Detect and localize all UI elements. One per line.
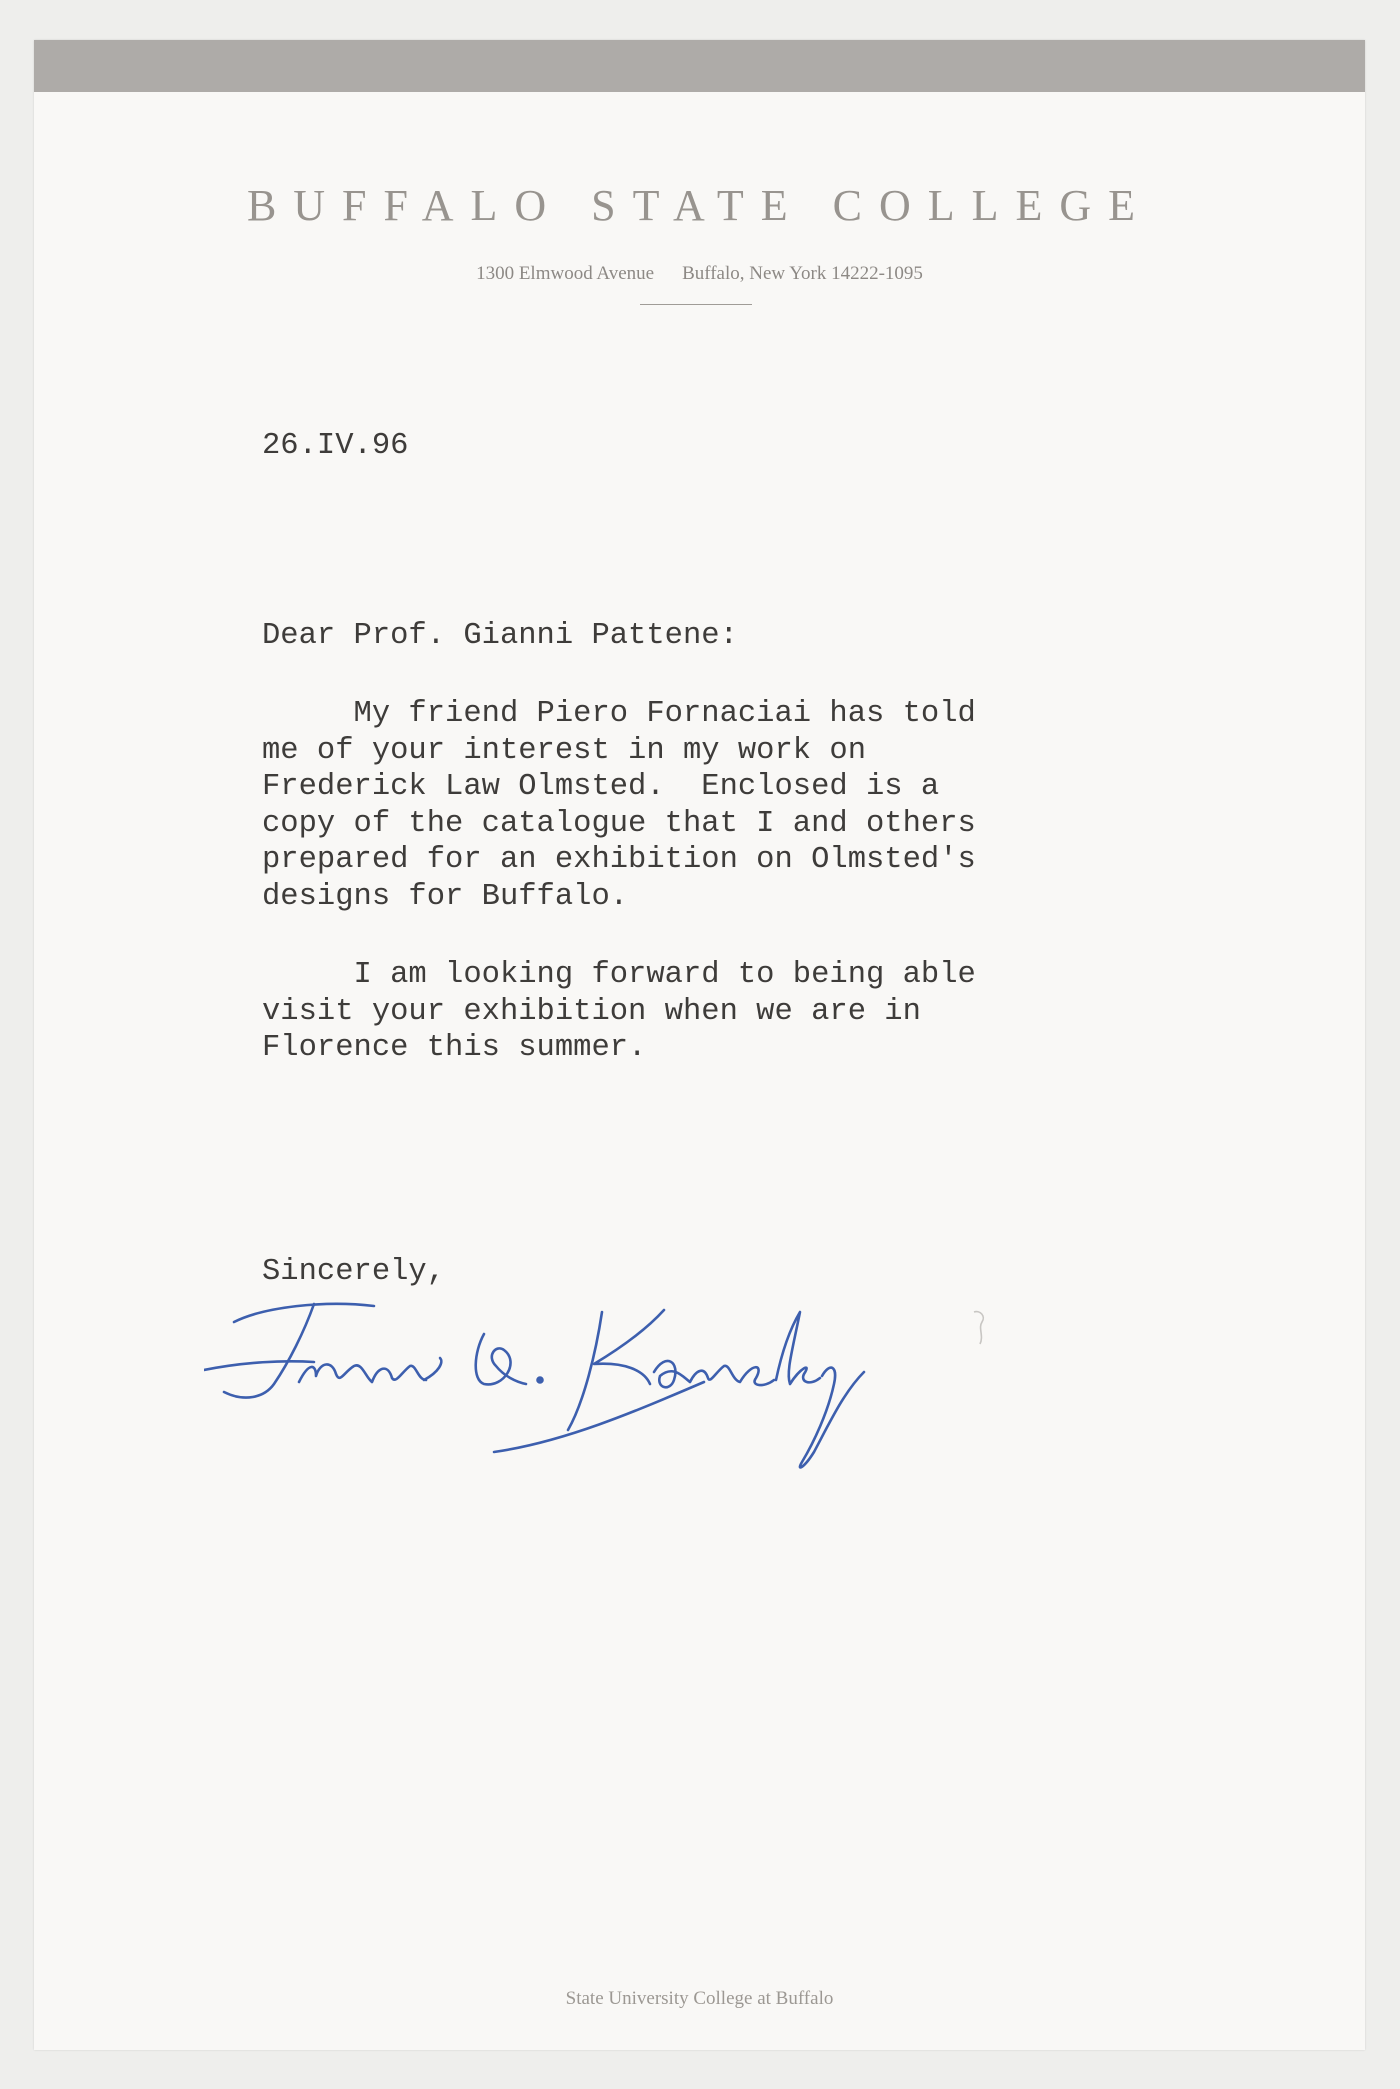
letter-salutation: Dear Prof. Gianni Pattene: — [262, 619, 738, 653]
handwritten-signature — [204, 1292, 1004, 1492]
letterhead-band — [34, 40, 1365, 92]
letter-closing: Sincerely, — [262, 1255, 446, 1289]
letterhead-street: 1300 Elmwood Avenue — [476, 263, 655, 284]
letter-date: 26.IV.96 — [262, 429, 409, 463]
letter-paragraph-1: My friend Piero Fornaciai has told me of your interest in my work on Frederick Law Olmsted. Enclosed is a copy of the catalogue that I and others prepared for an exhibition on Olmsted's designs for Buffalo. — [262, 697, 976, 914]
letter-page — [34, 40, 1365, 2050]
letterhead-address — [34, 263, 1365, 285]
letterhead-divider — [640, 304, 752, 305]
letterhead-city: Buffalo, New York 14222-1095 — [682, 263, 923, 284]
letter-paragraph-2: I am looking forward to being able visit your exhibition when we are in Florence this summer. — [262, 958, 976, 1065]
footer-institution: State University College at Buffalo — [565, 1988, 834, 2009]
letterhead-institution-name: BUFFALO STATE COLLEGE — [246, 181, 1153, 230]
